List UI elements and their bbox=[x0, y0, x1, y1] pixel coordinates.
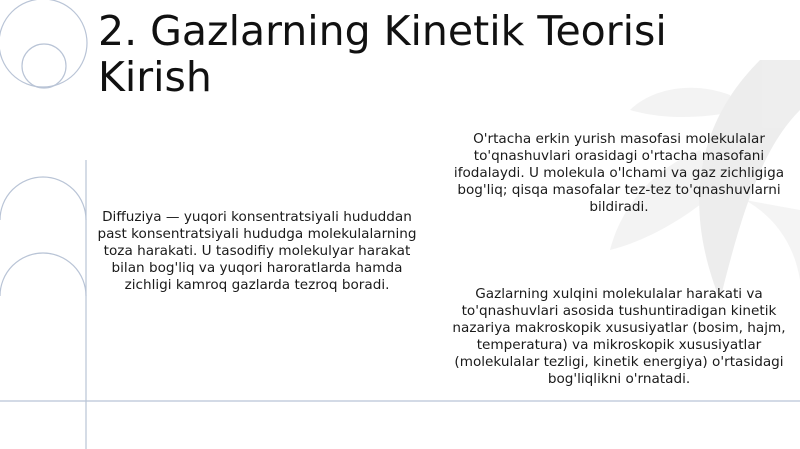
slide-title: 2. Gazlarning Kinetik Teorisi Kirish bbox=[98, 7, 667, 101]
deco-arch-lower bbox=[0, 253, 86, 296]
kinetic-theory-text: Gazlarning xulqini molekulalar harakati va to'qnashuvlari asosida tushuntiradigan kinetik nazariya makroskopik xususiyatlar (bosim, hajm, temperatura) va mikroskopik xususiyatlar (molekulalar tezligi, kinetik energiya) o'rtasidagi bog'liqlikni o'rnatadi. bbox=[452, 286, 786, 387]
mean-free-path-text: O'rtacha erkin yurish masofasi molekulalar to'qnashuvlari orasidagi o'rtacha masofani ifodalaydi. U molekula o'lchami va gaz zichligiga bog'liq; qisqa masofalar tez-tez to'qnashuvlarni bildiradi. bbox=[453, 131, 785, 215]
diffusion-text: Diffuziya — yuqori konsentratsiyali hududdan past konsentratsiyali hududga molekulalarning toza harakati. U tasodifiy molekulyar harakat bilan bog'liq va yuqori haroratlarda hamda zichligi kamroq gazlarda tezroq boradi. bbox=[97, 209, 417, 293]
deco-arch-upper bbox=[0, 177, 86, 449]
deco-circle-small bbox=[22, 44, 66, 88]
